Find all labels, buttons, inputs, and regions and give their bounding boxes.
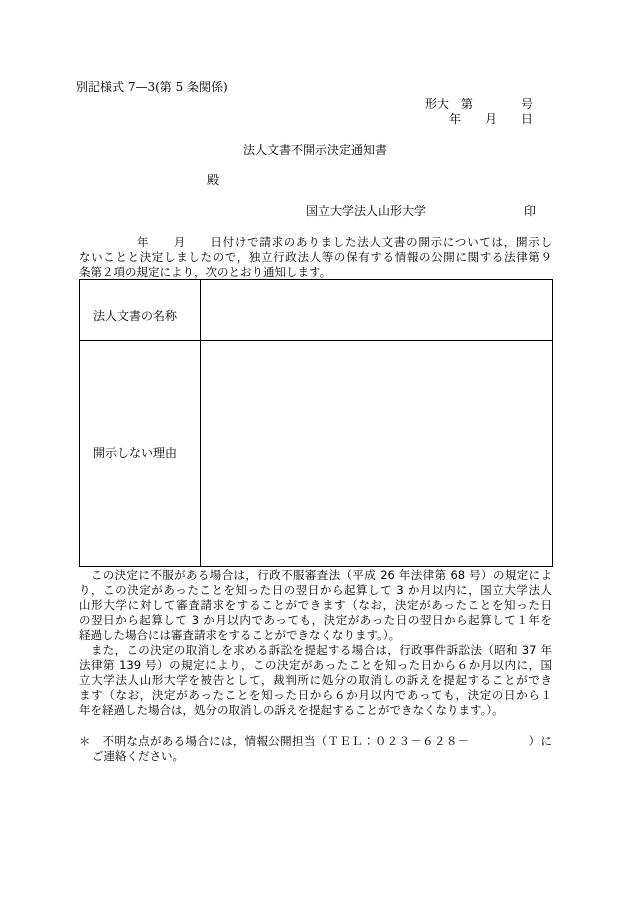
appeal-line: の翌日から起算して 3 か月以内であっても，決定があった日の翌日から起算して１年を: [79, 612, 552, 627]
addressee-honorific: 殿: [207, 172, 220, 187]
form-reference: 別記様式 7—3(第 5 条関係): [76, 80, 228, 94]
lawsuit-line: 年を経過した場合は，処分の取消しの訴えを提起することができなくなります。）。: [79, 703, 504, 718]
intro-line: 条第２項の規定により，次のとおり通知します。: [79, 264, 332, 279]
table-label: 法人文書の名称: [80, 280, 201, 340]
lawsuit-line: 立大学法人山形大学を被告として，裁判所に処分の取消しの訴えを提起することができ: [79, 673, 552, 688]
intro-line: 年 月 日付けで請求のありました法人文書の開示については，開示し: [137, 234, 552, 249]
contact-note: [79, 734, 552, 764]
lawsuit-line: 法律第 139 号）の規定により，この決定があったことを知った日から６か月以内に，国: [79, 658, 552, 673]
table-label-text: 開示しない理由: [93, 446, 178, 460]
lawsuit-line: また，この決定の取消しを求める訴訟を提起する場合は，行政事件訴訟法（昭和 37 年: [79, 642, 552, 657]
appeal-line: 経過した場合には審査請求をすることができなくなります。）。: [79, 627, 401, 642]
appeal-line: 山形大学に対して審査請求をすることができます（なお，決定があったことを知った日: [79, 597, 552, 612]
issuer-name: 国立大学法人山形大学: [306, 203, 427, 218]
reason-cell: [201, 341, 552, 566]
document-date: 年 月 日: [448, 111, 533, 126]
document-name-cell: [201, 280, 552, 340]
appeal-section: [79, 568, 552, 719]
appeal-line: この決定に不服がある場合は，行政不服審査法（平成 26 年法律第 68 号）の規定によ: [79, 567, 552, 582]
lawsuit-line: ます（なお，決定があったことを知った日から６か月以内であっても，決定の日から１: [79, 688, 552, 703]
notice-title: 法人文書不開示決定通知書: [242, 142, 387, 157]
table-row-reason: [80, 341, 552, 566]
lawsuit-paragraph: [79, 643, 552, 718]
intro-paragraph: [79, 235, 552, 280]
appeal-paragraph: [79, 568, 552, 643]
appeal-line: り，この決定があったことを知った日の翌日から起算して 3 か月以内に，国立大学法人: [79, 582, 552, 597]
document-number: 形大 第 号: [424, 96, 533, 111]
note-line: ＊ 不明な点がある場合には，情報公開担当（ＴＥＬ：０２３－６２８－ ）に: [79, 733, 552, 748]
seal-mark: 印: [524, 203, 537, 218]
note-line: ご連絡ください。: [92, 748, 184, 763]
table-row-document-name: [80, 280, 552, 341]
disclosure-table: [79, 279, 553, 567]
intro-line: ないことと決定しましたので，独立行政法人等の保有する情報の公開に関する法律第９: [79, 249, 552, 264]
table-label: [80, 341, 201, 566]
